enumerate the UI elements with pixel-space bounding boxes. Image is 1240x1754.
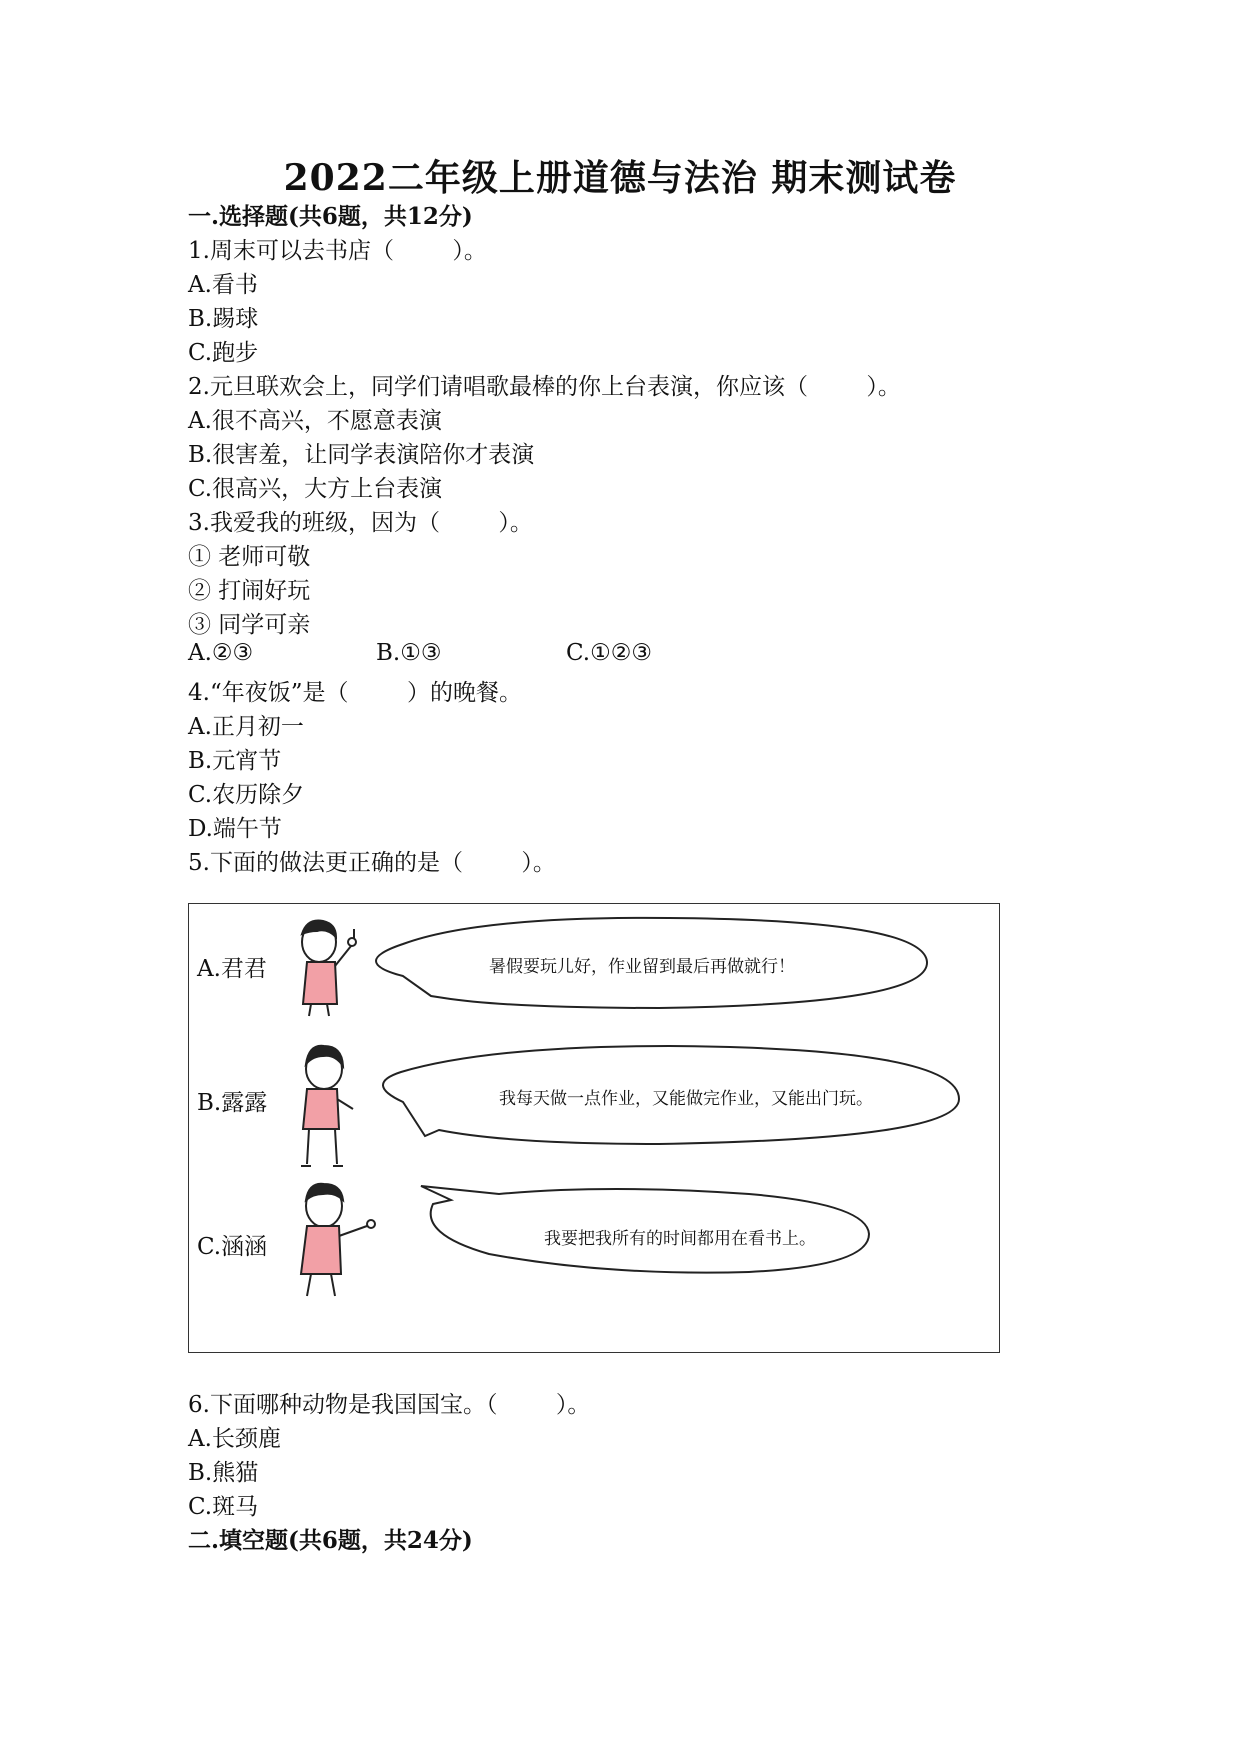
question-5-figure (188, 903, 1000, 1353)
question-4-option-d: D.端午节 (188, 816, 282, 842)
question-3-item-1: ① 老师可敬 (188, 544, 311, 570)
question-3-option-c: C.①②③ (566, 640, 652, 666)
figure-label-b: B.露露 (197, 1090, 268, 1116)
child-lulu-illustration (301, 1046, 353, 1166)
question-6-option-a: A.长颈鹿 (188, 1426, 281, 1452)
question-4-stem: 4.“年夜饭”是（ ）的晚餐。 (188, 680, 522, 706)
question-2-option-b: B.很害羞，让同学表演陪你才表演 (188, 442, 535, 468)
question-2-option-a: A.很不高兴，不愿意表演 (188, 408, 442, 434)
question-3-stem: 3.我爱我的班级，因为（ ）。 (188, 510, 533, 536)
speech-text-a: 暑假要玩儿好，作业留到最后再做就行！ (489, 957, 795, 977)
question-2-stem: 2.元旦联欢会上，同学们请唱歌最棒的你上台表演，你应该（ ）。 (188, 374, 901, 400)
question-1-stem: 1.周末可以去书店（ ）。 (188, 238, 487, 264)
exam-title: 2022二年级上册道德与法治 期末测试卷 (283, 157, 957, 199)
question-3-item-2: ② 打闹好玩 (188, 578, 311, 604)
question-1-option-b: B.踢球 (188, 306, 259, 332)
question-1-option-a: A.看书 (188, 272, 258, 298)
section-heading-fill-blank: 二.填空题(共6题，共24分) (188, 1527, 473, 1554)
question-4-option-a: A.正月初一 (188, 714, 304, 740)
child-hanhan-illustration (301, 1184, 375, 1296)
question-4-option-c: C.农历除夕 (188, 782, 305, 808)
question-4-option-b: B.元宵节 (188, 748, 282, 774)
figure-label-c: C.涵涵 (197, 1234, 268, 1260)
question-5-stem: 5.下面的做法更正确的是（ ）。 (188, 850, 556, 876)
section-heading-choice: 一.选择题(共6题，共12分) (188, 203, 473, 230)
child-junjun-illustration (302, 921, 356, 1016)
question-3-item-3: ③ 同学可亲 (188, 612, 311, 638)
figure-label-a: A.君君 (197, 956, 267, 982)
speech-text-b: 我每天做一点作业，又能做完作业，又能出门玩。 (499, 1089, 873, 1109)
question-6-stem: 6.下面哪种动物是我国国宝。（ ）。 (188, 1392, 591, 1418)
speech-text-c: 我要把我所有的时间都用在看书上。 (544, 1229, 816, 1249)
question-2-option-c: C.很高兴，大方上台表演 (188, 476, 443, 502)
question-3-option-b: B.①③ (376, 640, 442, 666)
question-6-option-b: B.熊猫 (188, 1460, 259, 1486)
question-1-option-c: C.跑步 (188, 340, 259, 366)
question-6-option-c: C.斑马 (188, 1494, 259, 1520)
question-3-option-a: A.②③ (188, 640, 254, 666)
